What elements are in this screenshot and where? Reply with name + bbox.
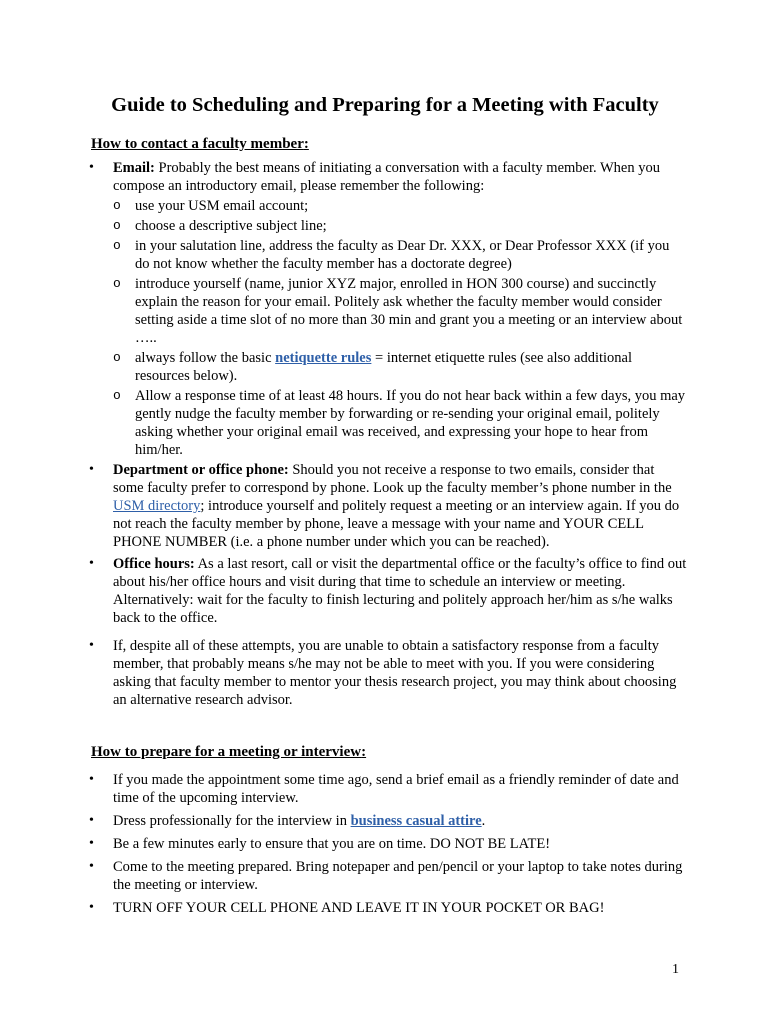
heading-colon: : (303, 136, 309, 152)
dress-post: . (481, 813, 486, 829)
contact-methods-list (87, 159, 687, 709)
list-item-phone (87, 461, 687, 551)
sub-item-subject-line: o choose a descriptive subject line; (113, 217, 687, 235)
dress-pre: Dress professionally for the interview in (113, 813, 351, 829)
section-heading-contact (91, 136, 309, 153)
list-item-cell-phone: • TURN OFF YOUR CELL PHONE AND LEAVE IT IN YOUR POCKET OR BAG! (87, 899, 687, 917)
email-label: Email: (113, 160, 155, 176)
netiquette-pre: always follow the basic (135, 350, 276, 366)
page-title: Guide to Scheduling and Preparing for a Meeting with Faculty (111, 94, 659, 116)
list-item-despite: • If, despite all of these attempts, you are unable to obtain a satisfactory response from a faculty member, that probably means s/he may not be able to meet with you. If you were considering asking that faculty member to mentor your thesis research project, you may think about choosing an alternative research advisor. (87, 637, 687, 709)
email-tips-list (113, 197, 687, 459)
office-hours-text: As a last resort, call or visit the departmental office or the faculty’s office to find out about his/her office hours and visit during that time to schedule an interview or meeting. Alternatively: wait for the faculty to finish lecturing and politely approach her/him as s/he walks back to the office. (113, 556, 687, 626)
usm-directory-link[interactable]: USM directory (113, 498, 201, 514)
sub-item-salutation: o in your salutation line, address the faculty as Dear Dr. XXX, or Dear Professor XXX (if you do not know whether the faculty member has a doctorate degree) (113, 237, 687, 273)
list-item-be-early: • Be a few minutes early to ensure that you are on time. DO NOT BE LATE! (87, 835, 687, 853)
email-text: Probably the best means of initiating a conversation with a faculty member. When you compose an introductory email, please remember the following: (113, 160, 660, 194)
sub-item-netiquette (113, 349, 687, 385)
list-item-email (87, 159, 687, 459)
phone-label: Department or office phone: (113, 462, 289, 478)
sub-item-introduce: o introduce yourself (name, junior XYZ major, enrolled in HON 300 course) and succinctly explain the reason for your email. Politely ask whether the faculty member would consider setting aside a time slot of no more than 30 min and grant you a meeting or an interview about ….. (113, 275, 687, 347)
heading-colon: : (361, 744, 367, 760)
section-heading-contact-text: How to contact a faculty member (91, 136, 304, 152)
list-item-office-hours (87, 555, 687, 627)
office-hours-label: Office hours: (113, 556, 195, 572)
phone-text-2: ; introduce yourself and politely request a meeting or an interview again. If you do not reach the faculty member by phone, leave a message with your name and YOUR CELL PHONE NUMBER (i.e. a phone number under which you can be reached). (113, 498, 680, 550)
sub-item-response-time: o Allow a response time of at least 48 hours. If you do not hear back within a few days, you may gently nudge the faculty member by forwarding or re-sending your original email, politely asking whether your original email was received, and expressing your hope to hear from him/her. (113, 387, 687, 459)
netiquette-post: = internet etiquette rules (see also additional resources below). (135, 350, 633, 384)
page-number: 1 (672, 962, 679, 977)
list-item-reminder: • If you made the appointment some time ago, send a brief email as a friendly reminder of date and time of the upcoming interview. (87, 771, 687, 807)
list-item-come-prepared: • Come to the meeting prepared. Bring notepaper and pen/pencil or your laptop to take notes during the meeting or interview. (87, 858, 687, 894)
netiquette-rules-link[interactable]: netiquette rules (275, 350, 372, 366)
list-item-dress (87, 812, 687, 830)
preparation-list (87, 771, 687, 917)
section-heading-prepare (91, 744, 366, 761)
section-heading-prepare-text: How to prepare for a meeting or interview (91, 744, 362, 760)
phone-text-1: Should you not receive a response to two emails, consider that some faculty prefer to correspond by phone. Look up the faculty member’s phone number in the (113, 462, 672, 496)
business-casual-link[interactable]: business casual attire (350, 813, 482, 829)
sub-item-usm-account: o use your USM email account; (113, 197, 687, 215)
